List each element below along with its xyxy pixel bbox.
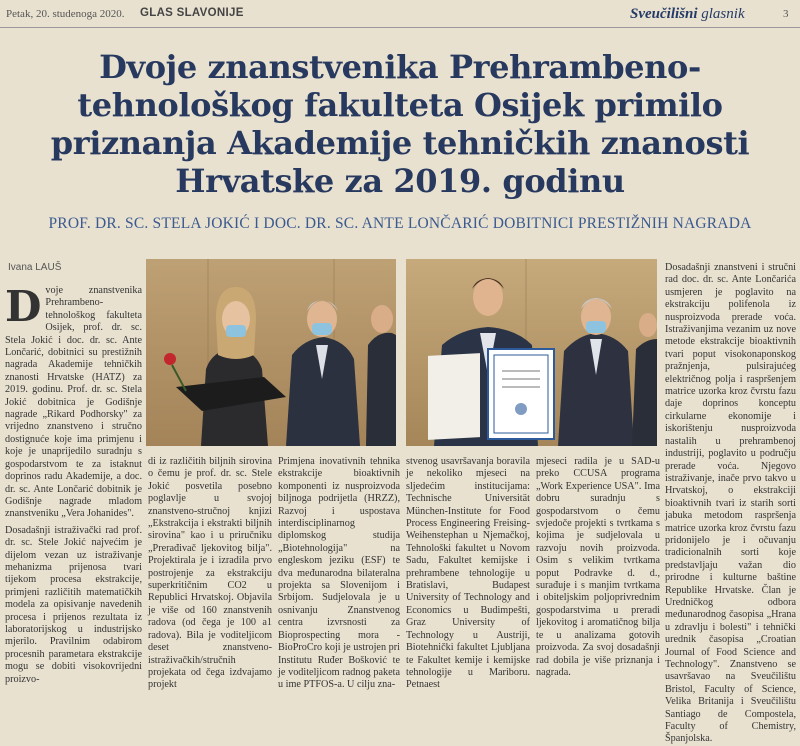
article-headline: Dvoje znanstvenika Prehrambeno-tehnološkog fakulteta Osijek primilo priznanja Akademije tehničkih znanosti Hrvatske za 2019. godinu xyxy=(50,48,750,200)
article-column-1 xyxy=(5,282,142,685)
article-column-3 xyxy=(278,456,400,691)
newspaper-name: GLAS SLAVONIJE xyxy=(140,7,244,19)
article-column-4 xyxy=(406,456,530,691)
supplement-title-bold: Sveučilišni xyxy=(630,6,698,22)
article-author: Ivana LAUŠ xyxy=(8,262,62,273)
newspaper-header-bar xyxy=(0,0,800,28)
column-1-text: voje znanstvenika Prehrambeno-tehnološkog fakulteta Osijek, prof. dr. sc. Stela Jokić i doc. dr. sc. Ante Lončarić, dobitnici su prestižnih nagrada Akademije tehničkih znanosti Hrvatske (HATZ) za 2019. godinu. Prof. dr. sc. Stela Jokić dobitnica je Godišnje nagrade „Rikard Podhorsky" za vrijedno znanstveno i stručno dostignuće koje ima primjenu i koje je unaprijedilo suradnju s gospodarstvom te za istaknut doprinos radu Akademije, a doc. dr. sc. Ante Lončarić dobitnik je Godišnje nagrade mladom znanstveniku „Vera Johanides". xyxy=(5,285,142,520)
supplement-title xyxy=(630,6,745,23)
supplement-title-light: glasnik xyxy=(701,6,745,22)
column-6-text: Dosadašnji znanstveni i stručni rad doc. dr. sc. Ante Lončarića usmjeren je poglavito na ekstrakciju polifenola iz nusproizvoda prerade voća. Istraživanjima vezanim uz nove metode ekstrakcije bioaktivnih tvari poput visokonaponskog pražnjenja, pulsirajućeg električnog polja i raspršenjem matrice uzorka kroz čvrstu fazu daje doprinos konceptu cirkularne ekonomije i iskorištenju nusproizvoda nastalih u prehrambenoj industriji, poglavito u području prerade voća. Njegovo istraživanje, inače prvo takvo u Hrvatskoj, o ekstrakciji bioaktivnih tvari iz starih sorti jabuka metodom raspršenja matrice uzorka kroz čvrstu fazu pridonijelo je i očuvanju tradicionalnih sorti koje predstavljaju važan dio prirodne i kulturne baštine Republike Hrvatske. Član je Uredničkog odbora međunarodnog časopisa „Hrana u zdravlju i bolesti" i tehnički urednik časopisa „Croatian Journal of Food Science and Technology". Znanstveno se usavršavao na Sveučilištu Bristol, Faculty of Science, Velika Britanija i Sveučilištu Santiago de Compostela, Faculty of Chemistry, Španjolska. xyxy=(665,262,796,745)
article-column-5 xyxy=(536,456,660,678)
award-photo-ante-loncaric xyxy=(406,259,657,446)
column-1b-text: Dosadašnji istraživački rad prof. dr. sc. Stele Jokić najvećim je dijelom vezan uz istraživanje mehanizma prijenosa tvari tijekom procesa ekstrakcije, primjeni različitih matematičkih modela za opisivanje navedenih procesa i prijenos rezultata iz laboratorijskog u industrijsko mjerilo. Pravilnim odabirom procesnih parametara ekstrakcije mogu se dobiti visokovrijedni proizvo- xyxy=(5,524,142,685)
article-column-6 xyxy=(665,262,796,745)
page-number: 3 xyxy=(783,8,789,20)
issue-date: Petak, 20. studenoga 2020. xyxy=(6,8,125,20)
drop-cap: D xyxy=(5,282,42,331)
article-subtitle: PROF. DR. SC. STELA JOKIĆ I DOC. DR. SC. ANTE LONČARIĆ DOBITNICI PRESTIŽNIH NAGRADA xyxy=(48,215,752,232)
column-5-text: mjeseci radila je u SAD-u preko CCUSA programa „Work Experience USA". Ima dobru suradnju s gospodarstvom o čemu svjedoče projekti s tvrtkama s kojima je sudjelovala u razvoju novih proizvoda. Osim s velikim tvrtkama poput Podravke d. d., surađuje i s manjim tvrtkama i obiteljskim poljoprivrednim gospodarstvima u preradi ljekovitog i aromatičnog bilja te u analizama gotovih proizvoda. Za svoj dosadašnji rad dobila je više priznanja i nagrada. xyxy=(536,456,660,678)
column-3-text: Primjena inovativnih tehnika ekstrakcije bioaktivnih komponenti iz nusproizvoda biljnoga podrijetla (HRZZ), Razvoj i uspostava interdisciplinarnog diplomskog studija „Biotehnologija" na engleskom jeziku (ESF) te dva međunarodna bilateralna projekta sa Slovenijom i Srbijom. Sudjelovala je u osnivanju Znanstvenog centra izvrsnosti za Bioprospecting mora - BioProCro koji je ustrojen pri Institutu Ruđer Bošković te je voditeljicom radnog paketa u ime PTFOS-a. U cilju zna- xyxy=(278,456,400,691)
award-photo-stela-jokic xyxy=(146,259,396,446)
award-photo-1-image xyxy=(146,259,396,446)
column-4-text: stvenog usavršavanja boravila je nekoliko mjeseci na sljedećim institucijama: Technische Universität München-Institute for Food Process Engineering Freising-Weihenstephan u Njemačkoj, Tehnološki fakultet u Novom Sadu, Fakultet kemijske i prehrambene tehnologije u Bratislavi, Budapest University of Technology and Economics u Budimpešti, Graz University of Technology u Austriji, Biotehnički fakultet Ljubljana te Fakultet kemije i kemijske tehnologije u Mariboru. Petnaest xyxy=(406,456,530,691)
article-column-2 xyxy=(148,456,272,691)
column-2-text: di iz različitih biljnih sirovina o čemu je prof. dr. sc. Stele Jokić posvetila posebno poglavlje u svojoj znanstveno-stručnoj knjizi „Ekstrakcija i ekstrakti biljnih sirovina" kao i u priručniku „Prerađivač ljekovitog bilja". Projektirala je i izradila prvo postrojenje za ekstrakciju superkritičnim CO2 u Republici Hrvatskoj. Objavila je više od 160 znanstvenih radova (od čega je 100 a1 radova). Bila je voditeljicom deset znanstveno-istraživačkih/stručnih projekata od čega izdvajamo projekt xyxy=(148,456,272,691)
award-photo-2-image xyxy=(406,259,657,446)
